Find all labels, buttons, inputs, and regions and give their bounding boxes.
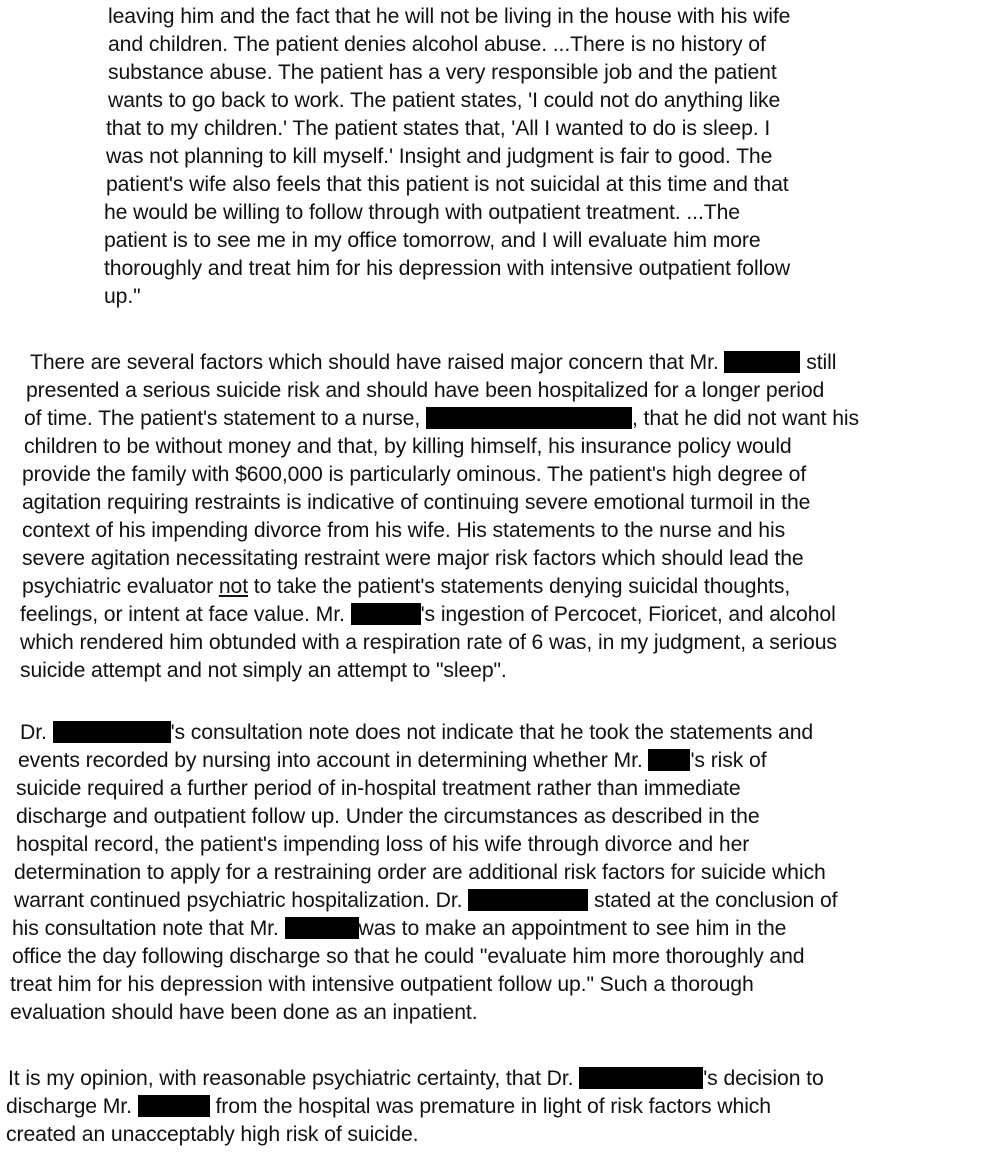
text-line: presented a serious suicide risk and should have been hospitalized for a longer period <box>26 379 825 402</box>
quote-line: he would be willing to follow through with outpatient treatment. ...The <box>104 201 740 224</box>
text-line: created an unacceptably high risk of suicide. <box>6 1123 419 1146</box>
text-span: , that he did not want his <box>631 407 860 430</box>
text-line: children to be without money and that, by killing himself, his insurance policy would <box>24 435 792 458</box>
text-span: feelings, or intent at face value. Mr. <box>20 603 345 626</box>
text-line: treat him for his depression with intensive outpatient follow up." Such a thorough <box>10 973 754 996</box>
redaction-bar <box>579 1067 703 1089</box>
quote-line: patient's wife also feels that this patient is not suicidal at this time and that <box>106 173 789 196</box>
redaction-bar <box>285 917 359 939</box>
redaction-bar <box>53 721 171 743</box>
text-span: discharge Mr. <box>6 1095 132 1118</box>
text-span: 's consultation note does not indicate that he took the statements and <box>170 721 814 744</box>
quote-line: up." <box>104 285 141 308</box>
text-line: hospital record, the patient's impending loss of his wife through divorce and her <box>16 833 750 856</box>
redaction-bar <box>468 889 588 911</box>
underlined-word: not <box>218 575 248 598</box>
quote-line: patient is to see me in my office tomorrow, and I will evaluate him more <box>104 229 761 252</box>
text-span: There are several factors which should have raised major concern that Mr. <box>30 351 719 374</box>
text-line: which rendered him obtunded with a respiration rate of 6 was, in my judgment, a serious <box>20 631 837 654</box>
text-span: events recorded by nursing into account in determining whether Mr. <box>18 749 643 772</box>
text-line: context of his impending divorce from his wife. His statements to the nurse and his <box>22 519 786 542</box>
text-line: discharge and outpatient follow up. Under the circumstances as described in the <box>16 805 760 828</box>
text-span: was to make an appointment to see him in the <box>358 917 787 940</box>
quote-line: substance abuse. The patient has a very responsible job and the patient <box>108 61 777 84</box>
text-span: of time. The patient's statement to a nurse, <box>24 407 421 430</box>
text-line <box>20 602 836 628</box>
quote-line: wants to go back to work. The patient states, 'I could not do anything like <box>108 89 781 112</box>
text-line <box>30 350 836 376</box>
text-span: stated at the conclusion of <box>594 889 838 912</box>
text-line <box>6 1094 771 1120</box>
text-line: evaluation should have been done as an inpatient. <box>10 1001 478 1024</box>
text-line <box>20 720 813 746</box>
text-span: Dr. <box>20 721 47 744</box>
text-line: office the day following discharge so that he could "evaluate him more thoroughly and <box>12 945 805 968</box>
text-line <box>24 406 859 432</box>
text-span: still <box>806 351 837 374</box>
text-line: suicide attempt and not simply an attempt to "sleep". <box>20 659 507 682</box>
text-line: provide the family with $600,000 is particularly ominous. The patient's high degree of <box>22 463 807 486</box>
text-span: 's decision to <box>703 1067 824 1090</box>
text-span: from the hospital was premature in light of risk factors which <box>215 1095 771 1118</box>
redaction-bar <box>648 749 690 771</box>
text-line <box>18 748 767 774</box>
text-span: It is my opinion, with reasonable psychiatric certainty, that Dr. <box>8 1067 574 1090</box>
text-line <box>14 888 837 914</box>
quote-line: thoroughly and treat him for his depression with intensive outpatient follow <box>104 257 791 280</box>
text-line: severe agitation necessitating restraint were major risk factors which should lead the <box>22 547 804 570</box>
text-span: psychiatric evaluator <box>22 575 214 598</box>
quote-line: that to my children.' The patient states that, 'All I wanted to do is sleep. I <box>106 117 771 140</box>
text-span: 's ingestion of Percocet, Fioricet, and alcohol <box>420 603 836 626</box>
text-line: suicide required a further period of in-hospital treatment rather than immediate <box>16 777 741 800</box>
text-span: warrant continued psychiatric hospitalization. Dr. <box>14 889 463 912</box>
redaction-bar <box>138 1095 210 1117</box>
redaction-bar <box>426 407 632 429</box>
text-line: determination to apply for a restraining order are additional risk factors for suicide which <box>14 861 826 884</box>
quote-line: leaving him and the fact that he will not be living in the house with his wife <box>108 5 791 28</box>
redaction-bar <box>724 351 800 373</box>
quote-line: and children. The patient denies alcohol abuse. ...There is no history of <box>108 33 766 56</box>
text-line <box>22 574 790 600</box>
text-span: 's risk of <box>690 749 767 772</box>
text-span: his consultation note that Mr. <box>12 917 279 940</box>
redaction-bar <box>351 603 421 625</box>
quote-line: was not planning to kill myself.' Insight and judgment is fair to good. The <box>106 145 773 168</box>
text-line <box>12 916 786 942</box>
text-line: agitation requiring restraints is indicative of continuing severe emotional turmoil in the <box>22 491 811 514</box>
text-span: to take the patient's statements denying suicidal thoughts, <box>253 575 791 598</box>
text-line <box>8 1066 824 1092</box>
